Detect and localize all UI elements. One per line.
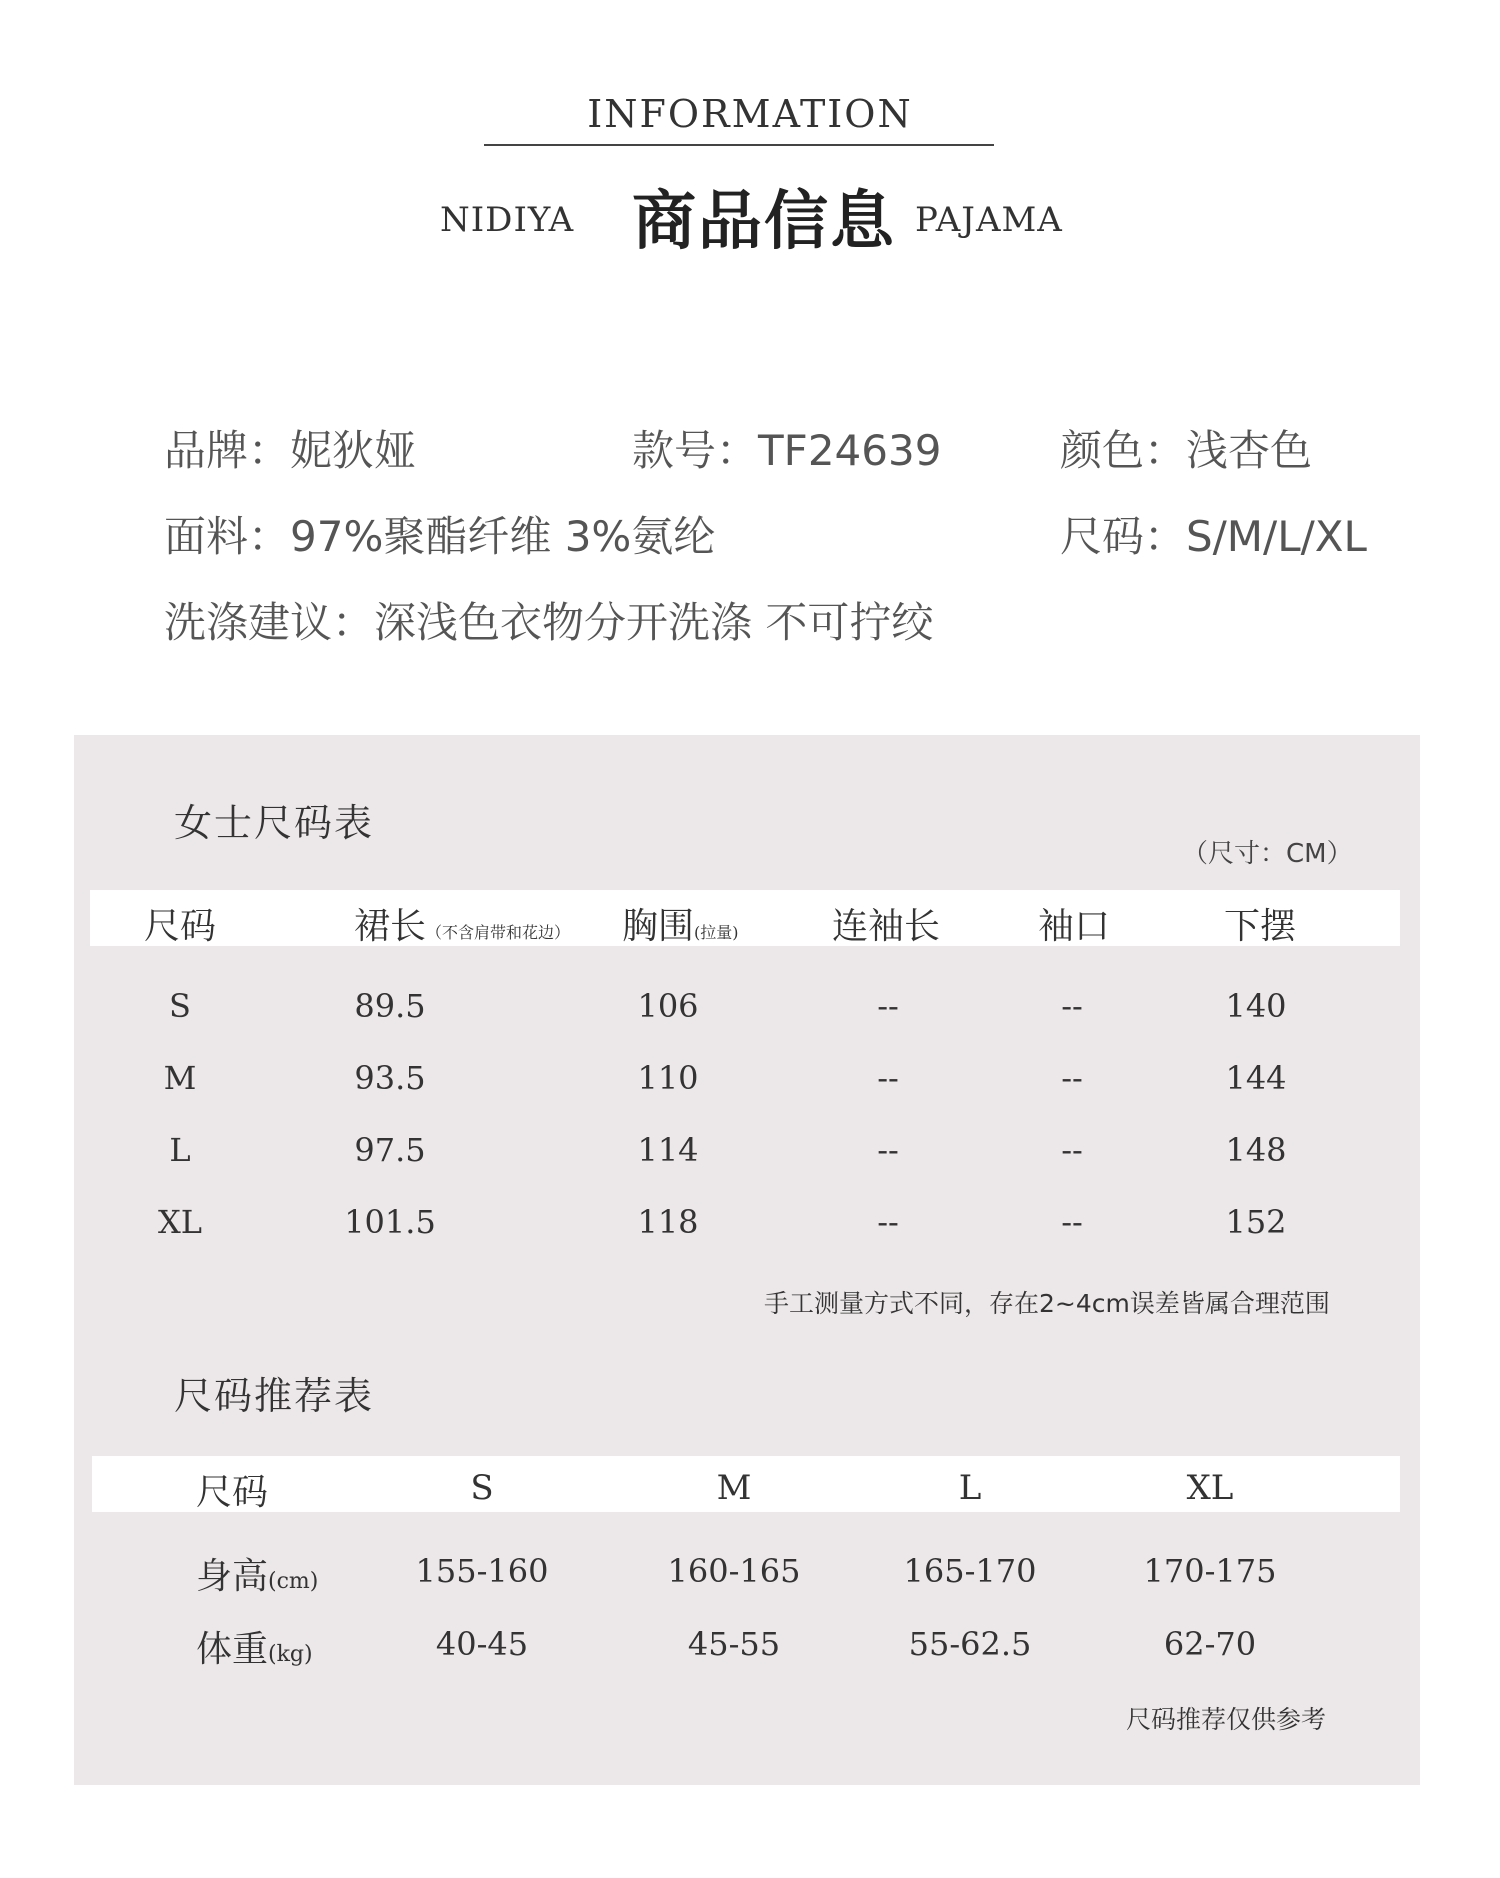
recommend-header-xl: XL	[1186, 1468, 1234, 1508]
info-size: 尺码：S/M/L/XL	[1060, 512, 1367, 561]
recommend-header-m: M	[716, 1468, 752, 1508]
header-length: 裙长（不含肩带和花边）	[354, 906, 571, 947]
table-cell: --	[877, 1059, 899, 1097]
size-table-header	[90, 890, 1400, 946]
table-cell: --	[1061, 1131, 1083, 1169]
table-cell: M	[163, 1059, 197, 1097]
recommend-table-title: 尺码推荐表	[174, 1374, 375, 1418]
product-english: PAJAMA	[915, 200, 1063, 240]
table-cell: L	[169, 1131, 191, 1169]
table-cell: 101.5	[344, 1203, 436, 1241]
header-sleeve: 连袖长	[832, 906, 941, 947]
table-cell: 93.5	[354, 1059, 426, 1097]
page-title: 商品信息	[632, 184, 896, 259]
measurement-note: 手工测量方式不同，存在2~4cm误差皆属合理范围	[764, 1289, 1330, 1318]
recommend-note: 尺码推荐仅供参考	[1126, 1705, 1327, 1734]
header-size: 尺码	[144, 906, 217, 947]
info-model: 款号：TF24639	[632, 426, 942, 475]
table-cell: S	[169, 987, 191, 1025]
brand-english: NIDIYA	[440, 200, 575, 240]
table-cell: 144	[1225, 1059, 1287, 1097]
table-cell: --	[877, 1131, 899, 1169]
table-cell: 106	[637, 987, 699, 1025]
table-cell: 152	[1225, 1203, 1287, 1241]
table-cell: 165-170	[903, 1552, 1037, 1590]
table-cell: 110	[637, 1059, 699, 1097]
table-cell: 148	[1225, 1131, 1287, 1169]
table-cell: --	[1061, 987, 1083, 1025]
size-table-title: 女士尺码表	[174, 801, 375, 845]
table-cell: 97.5	[354, 1131, 426, 1169]
weight-label: 体重(kg)	[196, 1629, 313, 1670]
recommend-header-label: 尺码	[196, 1472, 269, 1513]
recommend-header-l: L	[958, 1468, 982, 1508]
header-cuff: 袖口	[1038, 906, 1111, 947]
table-cell: 114	[637, 1131, 699, 1169]
table-cell: 170-175	[1143, 1552, 1277, 1590]
table-cell: 155-160	[415, 1552, 549, 1590]
table-cell: --	[1061, 1059, 1083, 1097]
heading-divider	[484, 144, 994, 146]
table-cell: --	[1061, 1203, 1083, 1241]
info-wash: 洗涤建议：深浅色衣物分开洗涤 不可拧绞	[164, 598, 934, 647]
recommend-header-s: S	[470, 1468, 494, 1508]
table-cell: 40-45	[435, 1625, 529, 1663]
information-heading: INFORMATION	[587, 92, 913, 136]
header-hem: 下摆	[1224, 906, 1297, 947]
table-cell: 55-62.5	[908, 1625, 1032, 1663]
height-label: 身高(cm)	[196, 1556, 319, 1597]
table-cell: XL	[157, 1203, 203, 1241]
table-cell: 140	[1225, 987, 1287, 1025]
table-cell: 118	[637, 1203, 699, 1241]
table-cell: 89.5	[354, 987, 426, 1025]
unit-note: （尺寸：CM）	[1182, 839, 1353, 869]
info-color: 颜色：浅杏色	[1060, 426, 1313, 475]
table-cell: --	[877, 1203, 899, 1241]
table-cell: 160-165	[667, 1552, 801, 1590]
table-cell: --	[877, 987, 899, 1025]
info-fabric: 面料：97%聚酯纤维 3%氨纶	[164, 512, 716, 561]
header-bust: 胸围(拉量)	[622, 906, 739, 947]
info-brand: 品牌：妮狄娅	[164, 426, 417, 475]
table-cell: 62-70	[1163, 1625, 1257, 1663]
table-cell: 45-55	[687, 1625, 781, 1663]
